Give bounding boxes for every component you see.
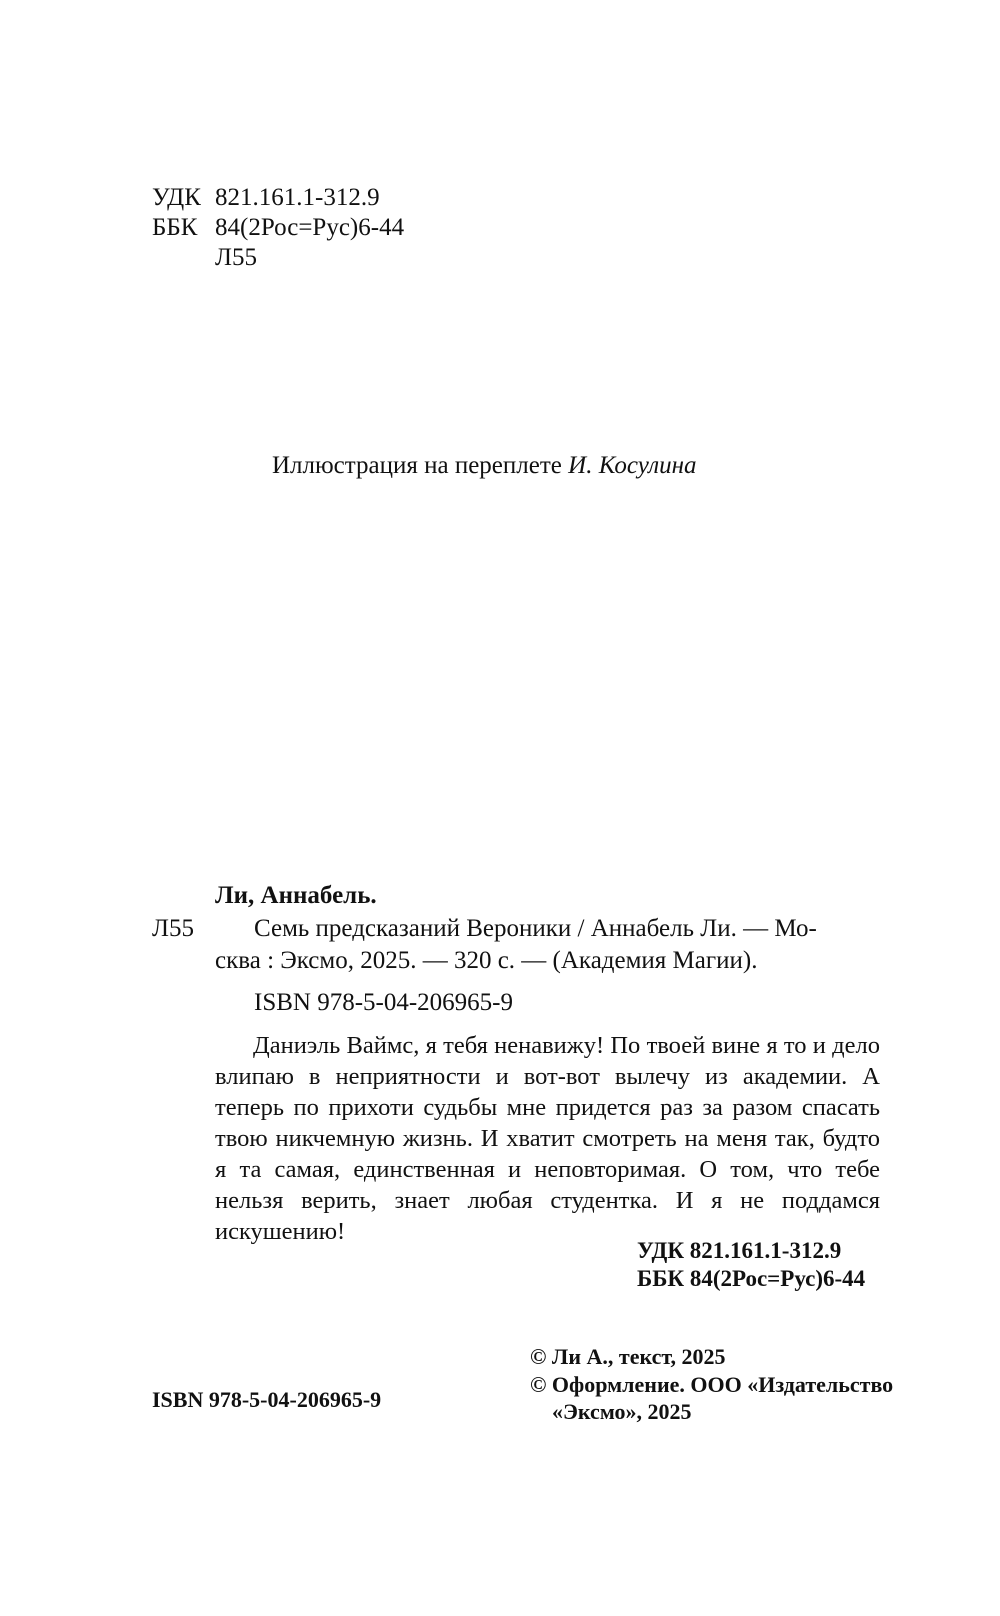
title-line-1: Семь предсказаний Вероники / Аннабель Ли. — Мо-	[254, 915, 817, 942]
title-line-2: сква : Эксмо, 2025. — 320 с. — (Академия Магии).	[215, 947, 758, 974]
udk-value: 821.161.1-312.9	[215, 184, 380, 211]
copyright-design-line-2: «Эксмо», 2025	[552, 1399, 692, 1424]
copyright-design-line-1: © Оформление. ООО «Издательство	[530, 1372, 894, 1397]
copyright-text: © Ли А., текст, 2025	[530, 1344, 726, 1369]
bbk-label: ББК	[152, 214, 198, 241]
udk-line	[0, 183, 1000, 213]
udk-label: УДК	[152, 184, 201, 211]
bbk-bold: ББК 84(2Рос=Рус)6-44	[637, 1266, 866, 1291]
annotation: Даниэль Ваймс, я тебя ненавижу! По твоей вине я то и дело влипаю в неприятности и вот-вот вылечу из академии. А теперь по прихоти судьбы мне придется раз за разом спасать твою никчемную жизнь. И хватит смотреть на меня так, будто я та самая, единственная и неповторимая. О том, что тебе нельзя верить, знает любая студентка. И я не поддамся искушению!	[215, 1032, 880, 1245]
author-mark: Л55	[215, 244, 257, 271]
record-isbn: ISBN 978-5-04-206965-9	[254, 989, 514, 1016]
bbk-value: 84(2Рос=Рус)6-44	[215, 214, 405, 241]
footer-isbn: ISBN 978-5-04-206965-9	[152, 1387, 382, 1412]
udk-bold: УДК 821.161.1-312.9	[637, 1238, 842, 1263]
illustration-credit	[272, 452, 697, 480]
bbk-line	[0, 213, 1000, 243]
author-mark-line	[0, 243, 1000, 273]
credit-prefix: Иллюстрация на переплете	[272, 452, 569, 479]
author-heading: Ли, Аннабель.	[215, 882, 377, 909]
shelf-mark: Л55	[152, 915, 194, 942]
credit-artist: И. Косулина	[568, 452, 697, 479]
